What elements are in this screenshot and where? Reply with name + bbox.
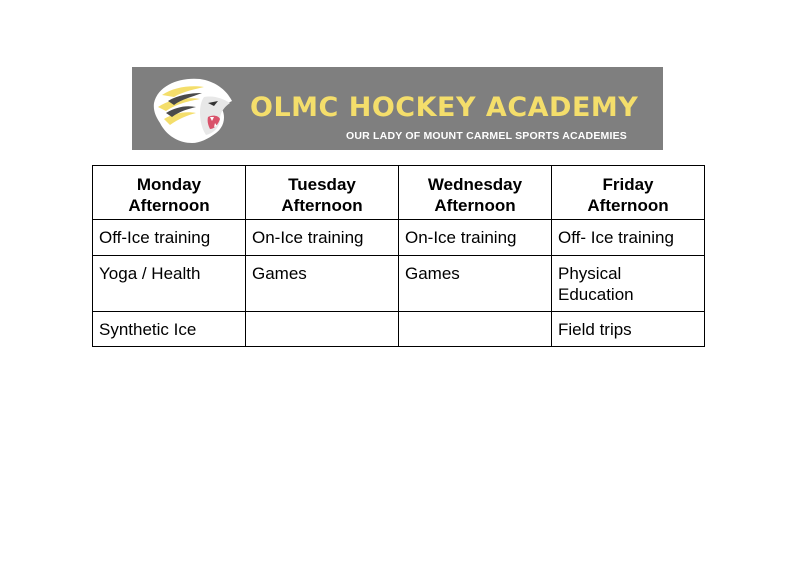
table-cell (246, 256, 399, 312)
header-day: Tuesday (288, 175, 356, 194)
cell-text: Field trips (558, 320, 632, 339)
table-cell (552, 256, 705, 312)
table-row (93, 312, 705, 347)
cell-text: Off-Ice training (99, 228, 211, 247)
table-cell (399, 256, 552, 312)
cell-text: Games (405, 264, 460, 283)
header-period: Afternoon (587, 196, 669, 215)
cell-text: On-Ice training (252, 228, 364, 247)
cell-text: Education (558, 285, 634, 304)
header-period: Afternoon (281, 196, 363, 215)
cell-text: Off- Ice training (558, 228, 674, 247)
table-cell (246, 220, 399, 256)
table-row (93, 220, 705, 256)
header-tuesday (246, 166, 399, 220)
table-cell (399, 312, 552, 347)
header-period: Afternoon (128, 196, 210, 215)
header-period: Afternoon (434, 196, 516, 215)
table-cell (552, 312, 705, 347)
table-row (93, 256, 705, 312)
cell-text: Yoga / Health (99, 264, 201, 283)
header-monday (93, 166, 246, 220)
table-cell (552, 220, 705, 256)
academy-banner (132, 67, 663, 150)
header-friday (552, 166, 705, 220)
table-cell (93, 220, 246, 256)
table-header-row (93, 166, 705, 220)
cell-text: Games (252, 264, 307, 283)
cell-text: On-Ice training (405, 228, 517, 247)
header-wednesday (399, 166, 552, 220)
afternoon-schedule-table (92, 165, 705, 347)
table-cell (246, 312, 399, 347)
tiger-head-logo-icon (148, 73, 234, 145)
cell-text: Physical (558, 264, 622, 283)
academy-subtitle: OUR LADY OF MOUNT CARMEL SPORTS ACADEMIES (346, 130, 628, 142)
table-cell (93, 312, 246, 347)
header-day: Friday (602, 175, 654, 194)
header-day: Monday (136, 175, 202, 194)
cell-text: Synthetic Ice (99, 320, 197, 339)
table-cell (93, 256, 246, 312)
table-cell (399, 220, 552, 256)
academy-title: OLMC HOCKEY ACADEMY (250, 92, 639, 123)
header-day: Wednesday (427, 175, 523, 194)
